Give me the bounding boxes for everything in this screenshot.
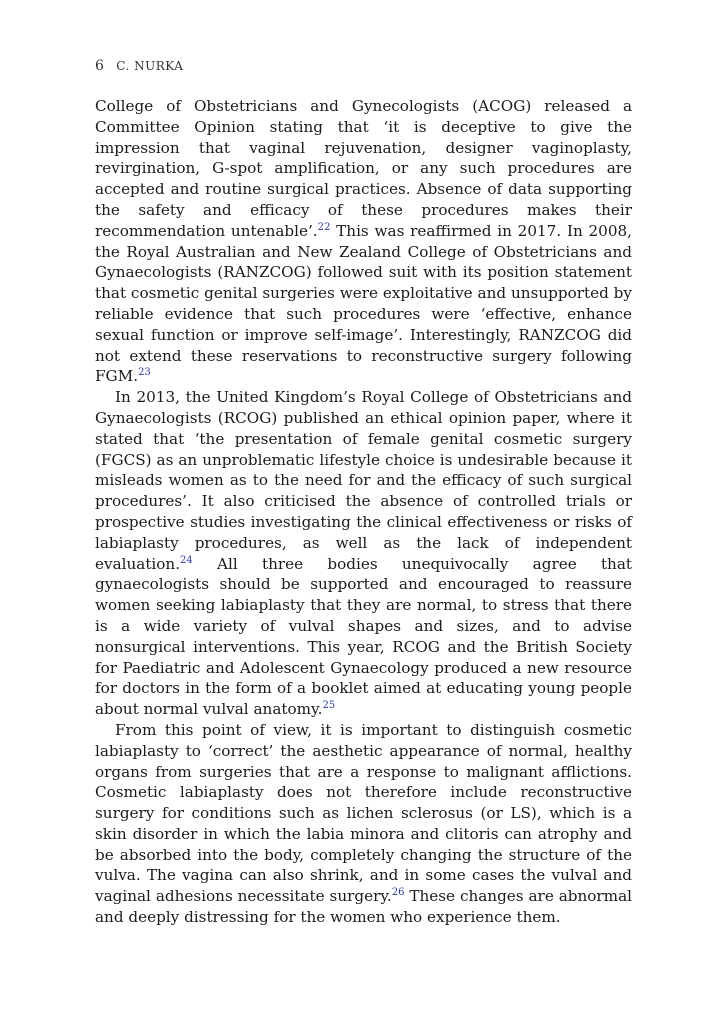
paragraph bbox=[95, 96, 632, 387]
footnote-ref[interactable]: 22 bbox=[317, 221, 331, 233]
paragraph-text: College of Obstetricians and Gynecologists (ACOG) released a Committee Opinion stating that ‘it is deceptive to give the impression that vaginal rejuvenation, designer vaginoplasty, revirgination, G-spot amplification, or any such procedures are accepted and routine surgical practices. Absence of data supporting the safety and efficacy of these procedures makes their recommendation untenable’. bbox=[95, 97, 632, 240]
paragraph bbox=[95, 387, 632, 720]
paragraph bbox=[95, 720, 632, 928]
running-head bbox=[95, 56, 632, 76]
running-head-author: C. NURKA bbox=[116, 59, 184, 73]
paragraph-text: From this point of view, it is important to distinguish cosmetic labiaplasty to ‘correct’ the aesthetic appearance of normal, healthy organs from surgeries that are a response to malignant afflictions. Cosmetic labiaplasty does not therefore include reconstructive surgery for conditions such as lichen sclerosus (or LS), which is a skin disorder in which the labia minora and clitoris can atrophy and be absorbed into the body, completely changing the structure of the vulva. The vagina can also shrink, and in some cases the vulval and vaginal adhesions necessitate surgery. bbox=[95, 720, 632, 906]
page-number: 6 bbox=[95, 58, 105, 74]
footnote-ref[interactable]: 25 bbox=[322, 700, 336, 712]
footnote-ref[interactable]: 23 bbox=[138, 367, 151, 379]
paragraph-text: All three bodies unequivocally agree that gynaecologists should be supported and encouraged to reassure women seeking labiaplasty that they are normal, to stress that there is a wide variety of vulval shapes and sizes, and to advise nonsurgical interventions. This year, RCOG and the British Society for Paediatric and Adolescent Gynaecology produced a new resource for doctors in the form of a booklet aimed at educating young people about normal vulval anatomy. bbox=[95, 554, 632, 719]
document-page bbox=[95, 56, 632, 928]
paragraph-text: These changes are abnormal and deeply distressing for the women who experience them. bbox=[95, 887, 632, 927]
paragraph-text: In 2013, the United Kingdom’s Royal College of Obstetricians and Gynaecologists (RCOG) published an ethical opinion paper, where it stated that ‘the presentation of female genital cosmetic surgery (FGCS) as an unproblematic lifestyle choice is undesirable because it misleads women as to the need for and the efficacy of such surgical procedures’. It also criticised the absence of controlled trials or prospective studies investigating the clinical effectiveness or risks of labiaplasty procedures, as well as the lack of independent evaluation. bbox=[95, 388, 632, 573]
paragraph-text: This was reaffirmed in 2017. In 2008, the Royal Australian and New Zealand College of Obstetricians and Gynaecologists (RANZCOG) followed suit with its position statement that cosmetic genital surgeries were exploitative and unsupported by reliable evidence that such procedures were ‘effective, enhance sexual function or improve self-image’. Interestingly, RANZCOG did not extend these reservations to reconstructive surgery following FGM. bbox=[95, 221, 632, 386]
footnote-ref[interactable]: 26 bbox=[391, 887, 405, 899]
footnote-ref[interactable]: 24 bbox=[180, 554, 193, 566]
body-text bbox=[95, 96, 632, 928]
